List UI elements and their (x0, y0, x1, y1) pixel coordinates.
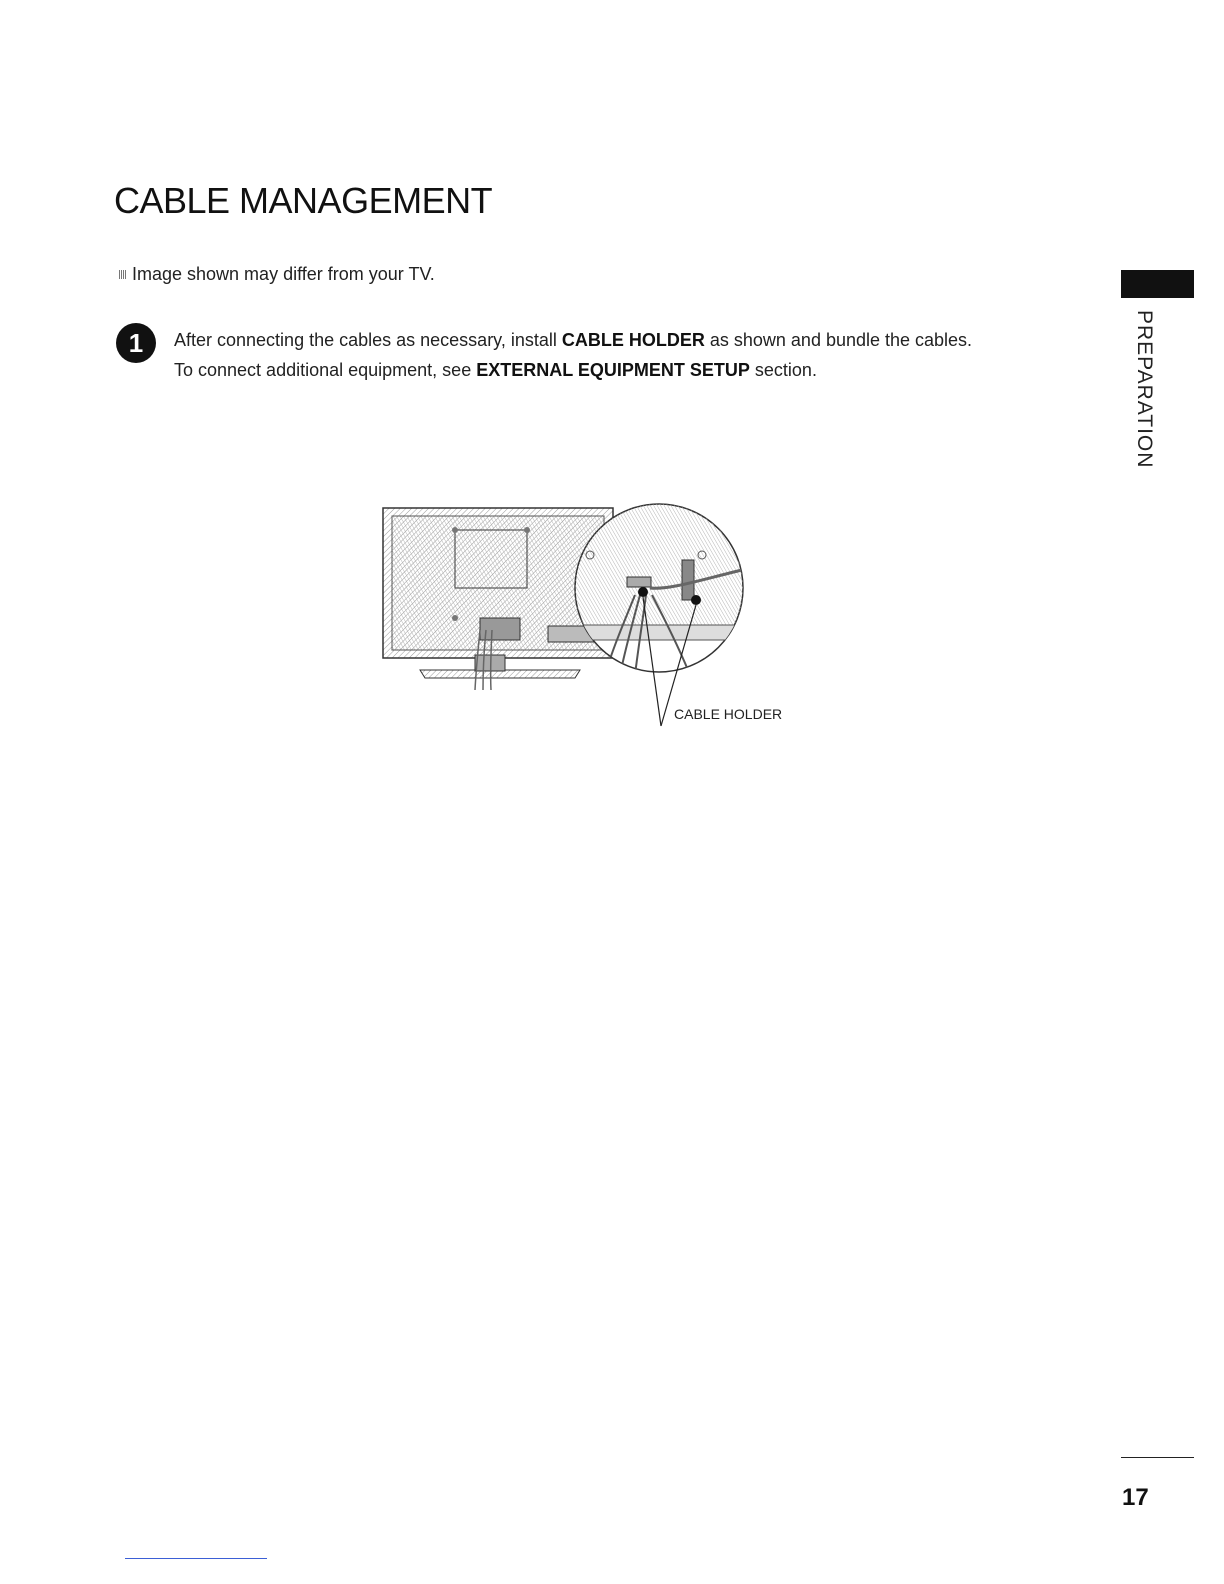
external-equipment-setup-link-text: EXTERNAL EQUIPMENT SETUP (476, 360, 750, 380)
step-line-2 (174, 355, 1054, 385)
step-line-2-text: To connect additional equipment, see (174, 360, 477, 380)
section-side-label: PREPARATION (1133, 310, 1156, 469)
magnified-detail (575, 500, 745, 726)
step-line-1 (174, 325, 1054, 355)
cable-holder-callout-label: CABLE HOLDER (674, 706, 783, 722)
cable-holder-marker (638, 587, 648, 597)
page-title: CABLE MANAGEMENT (114, 180, 493, 221)
note (119, 264, 435, 285)
step-instructions (174, 325, 1054, 385)
cable-holder-term: CABLE HOLDER (561, 330, 705, 350)
bottom-link-underline (125, 1558, 267, 1559)
step-number-badge: 1 (116, 323, 156, 363)
step-line-1-end: as shown and bundle the cables. (704, 330, 973, 350)
step-line-1-text: After connecting the cables as necessary, install (174, 330, 562, 350)
step-line-2-end: section. (749, 360, 817, 380)
cable-holder-marker (691, 595, 701, 605)
section-tab-marker (1121, 270, 1194, 298)
note-text: Image shown may differ from your TV. (132, 264, 435, 284)
footer-divider (1121, 1457, 1194, 1458)
page-number: 17 (1122, 1484, 1149, 1511)
note-bullet-icon (119, 270, 127, 279)
tv-cable-holder-illustration (380, 500, 760, 735)
